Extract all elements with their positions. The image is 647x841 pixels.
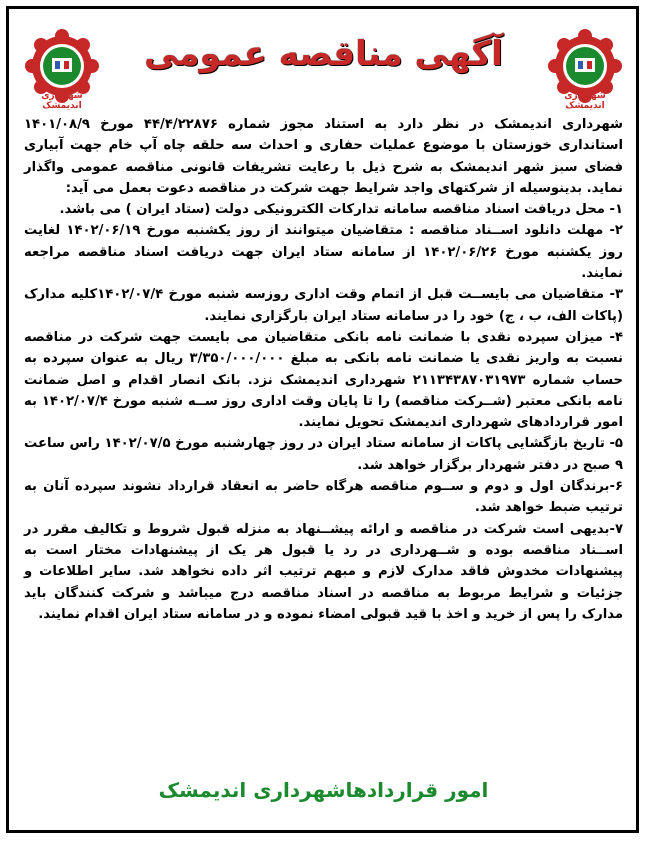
notice-item-1: ۱- محل دریافت اسناد مناقصه سامانه تدارکات الکترونیکی دولت (ستاد ایران ) می باشد. (59, 202, 623, 218)
notice-item-6: ۶-برندگان اول و دوم و ســوم مناقصه هرگاه حاضر به انعقاد قرارداد نشوند سپرده آنان به ترتیب ضبط خواهد شد. (24, 479, 623, 516)
logo-caption-right: شهرداری اندیمشک (564, 91, 606, 111)
notice-body (24, 114, 623, 625)
logo-caption-left: شهرداری اندیمشک (41, 91, 83, 111)
notice-item-4: ۴- میزان سپرده نقدی با ضمانت نامه بانکی متقاضیان می بایست جهت شرکت در مناقصه نسبت به واریز نقدی یا ضمانت نامه بانکی به مبلغ ۳/۳۵۰/۰۰۰/۰۰۰ ریال به عنوان سپرده به حساب شماره ۲۱۱۳۴۳۸۷۰۳۱۹۷۳ شهرداری اندیمشک نزد. بانک انصار اقدام و اصل ضمانت نامه بانکی معتبر (شــرکت مناقصه) را تا پایان وقت اداری روز ســه شنبه مورخ ۱۴۰۲/۰۷/۴ به امور قراردادهای شهرداری اندیمشک تحویل نمایند. (24, 329, 623, 431)
notice-intro: شهرداری اندیمشک در نظر دارد به استناد مجوز شماره ۴۴/۴/۲۲۸۷۶ مورخ ۱۴۰۱/۰۸/۹ استانداری خوزستان با موضوع عملیات حفاری و احداث سه حلقه چاه آپ خام جهت آبیاری فضای سبز شهر اندیمشک به شرح ذیل با رعایت تشریفات قانونی مناقصه عمومی واگذار نماید. بدینوسیله از شرکتهای واجد شرایط جهت شرکت در مناقصه دعوت بعمل می آید: (24, 117, 623, 196)
notice-title: آگهی مناقصه عمومی (144, 34, 503, 74)
notice-signature: امور قراردادهاشهرداری اندیمشک (158, 778, 489, 802)
notice-item-2: ۲- مهلت دانلود اســناد مناقصه : متقاضیان میتوانند از روز یکشنبه مورخ ۱۴۰۲/۰۶/۱۹ لغایت روز یکشنبه مورخ ۱۴۰۲/۰۶/۲۶ از سامانه ستاد ایران جهت دریافت اسناد مناقصه مراجعه نمایند. (24, 223, 623, 282)
notice-item-5: ۵- تاریخ بازگشایی پاکات از سامانه ستاد ایران در روز چهارشنبه مورخ ۱۴۰۲/۰۷/۵ راس ساعت ۹ صبح در دفتر شهردار برگزار خواهد شد. (24, 436, 623, 473)
notice-item-3: ۳- متقاضیان می بایســت قبل از اتمام وقت اداری روزسه شنبه مورخ ۱۴۰۲/۰۷/۴کلیه مدارک (پاکات الف، ب ، ج) خود را در سامانه ستاد ایران بارگزاری نمایند. (24, 287, 623, 324)
notice-item-7: ۷-بدیهی است شرکت در مناقصه و ارائه پیشــنهاد به منزله قبول شروط و تکالیف مقرر در اســناد مناقصه بوده و شــهرداری در رد یا قبول هر یک از پیشنهادات مختار است به پیشنهادات مخدوش فاقد مدارک لازم و مبهم ترتیب اثر داده نخواهد شد. سایر اطلاعات و جزئیات و شرایط مربوط به مناقصه در اسناد مناقصه درج میباشد و شرکت کنندگان باید مدارک را پس از خرید و اخذ با قید قبولی امضاء نموده و در سامانه ستاد ایران اقدام نمایند. (24, 521, 623, 622)
